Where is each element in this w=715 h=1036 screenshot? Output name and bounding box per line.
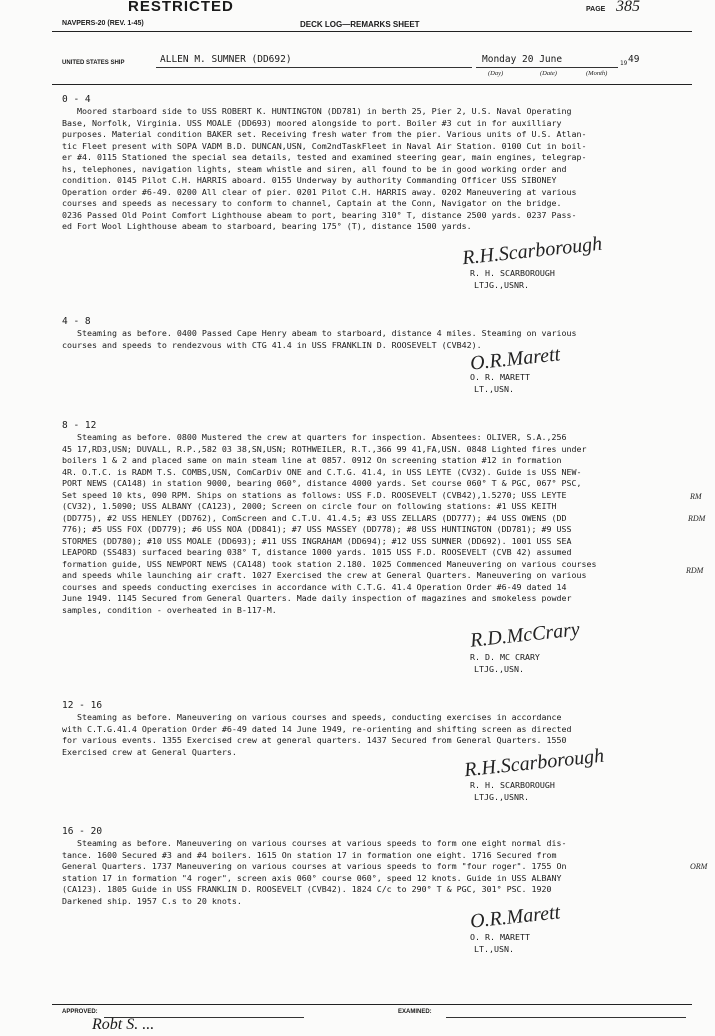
date-underline	[476, 67, 618, 68]
sub-date: (Date)	[540, 70, 557, 77]
signature-scrawl: O.R.Marett	[469, 343, 562, 375]
watch-period: 16 - 20	[62, 826, 103, 837]
watch-entry: Steaming as before. 0800 Mustered the crew at quarters for inspection. Absentees: OLIVER, S.A.,256 45 17,RD3,USN; DUVALL, R.P.,582 03 38,SN,USN; ROTHWEILER, R.T.,366 99 41,FA,USN. 0848 Lighted fires under boilers 1 & 2 and placed same on main steam line at 0857. 0912 On screening station #12 in formation 4R. O.T.C. is RADM T.S. COMBS,USN, ComCarDiv ONE and C.T.G. 41.4, in USS LEYTE (CV32). Guide is USS NEW- PORT NEWS (CA148) in station 9000, bearing 060°, distance 4000 yards. Set course 060° T & PGC, 067° PSC, Set speed 10 kts, 090 RPM. Ships on stations as follows: USS F.D. ROOSEVELT (CVB42),1.5270; USS LEYTE (CV32), 1.5090; USS ALBANY (CA123), 2000; Screen on circle four on following stations: #1 USS KEITH (DD775), #2 USS HENLEY (DD762), ComScreen and C.T.U. 41.4.5; #3 USS ZELLARS (DD777); #4 USS OWENS (DD 776); #5 USS FOX (DD779); #6 USS NOA (DD841); #7 USS MASSEY (DD778); #8 USS HUNTINGTON (DD781); #9 USS STORMES (DD780); #10 USS MOALE (DD693); #11 USS INGRAHAM (DD694); #12 USS SUMNER (DD692). 1001 USS SEA LEAPORD (SS483) surfaced bearing 038° T, distance 1000 yards. 1015 USS F.D. ROOSEVELT (CVB 42) assumed formation guide, USS NEWPORT NEWS (CA148) took station 2.180. 1025 Commenced Maneuvering on various courses and speeds while launching air craft. 1027 Exercised the crew at General Quarters. Maneuvering on various courses and speeds conducting exercises in accordance with C.T.G. 41.4 Operation Order #6-49 dated 14 June 1949. 1145 Secured from General Quarters. Made daily inspection of magazines and smokeless powder samples, condition - overheated in B-117-M.	[62, 432, 597, 615]
margin-initials: RM	[690, 492, 702, 501]
signature-scrawl: O.R.Marett	[469, 901, 562, 933]
watch-entry: Steaming as before. Maneuvering on various courses at various speeds to form one eight normal dis- tance. 1600 Secured #3 and #4 boilers. 1615 On station 17 in formation one eight. 1716 Secured from General Quarters. 1737 Maneuvering on various courses at various speeds to form "four roger". 1755 On station 17 in formation "4 roger", screen axis 060° course 060°, speed 12 knots. Guide in USS ALBANY (CA123). 1805 Guide in USS FRANKLIN D. ROOSEVELT (CVB42). 1824 C/c to 290° T & PGC, 301° PSC. 1920 Darkened ship. 1957 C.s to 20 knots.	[62, 838, 567, 906]
sheet-title: DECK LOG—REMARKS SHEET	[300, 20, 420, 29]
signature-scrawl: R.H.Scarborough	[461, 232, 604, 270]
sub-day: (Day)	[488, 70, 504, 77]
signature-name: R. H. SCARBOROUGH	[470, 268, 555, 278]
margin-initials: RDM	[686, 566, 704, 575]
examined-line	[446, 1017, 686, 1018]
watch-period: 12 - 16	[62, 700, 103, 711]
examined-label: EXAMINED:	[398, 1009, 432, 1015]
ship-name: ALLEN M. SUMNER (DD692)	[160, 54, 292, 65]
signature-name: O. R. MARETT	[470, 372, 530, 382]
margin-initials: RDM	[688, 514, 706, 523]
sub-month: (Month)	[586, 70, 608, 77]
approved-signature: Robt S. ...	[92, 1016, 155, 1033]
watch-period: 4 - 8	[62, 316, 91, 327]
signature-scrawl: R.H.Scarborough	[463, 744, 606, 782]
year-prefix: 19	[620, 60, 628, 67]
signature-rank: LTJG.,USNR.	[474, 792, 529, 802]
footer-rule	[52, 1004, 692, 1005]
page-label: PAGE	[586, 6, 606, 13]
log-year: 49	[628, 54, 640, 65]
margin-initials: ORM	[690, 862, 708, 871]
watch-period: 0 - 4	[62, 94, 91, 105]
signature-rank: LT.,USN.	[474, 384, 514, 394]
form-number: NAVPERS-20 (REV. 1-45)	[62, 20, 144, 27]
classification-stamp: RESTRICTED	[128, 0, 234, 15]
signature-scrawl: R.D.McCrary	[469, 618, 581, 652]
signature-rank: LT.,USN.	[474, 944, 514, 954]
signature-rank: LTJG.,USN.	[474, 664, 524, 674]
signature-name: O. R. MARETT	[470, 932, 530, 942]
ship-label: UNITED STATES SHIP	[62, 60, 125, 66]
ship-rule	[52, 84, 692, 85]
watch-entry: Steaming as before. 0400 Passed Cape Henry abeam to starboard, distance 4 miles. Steaming on various courses and speeds to rendezvous with CTG 41.4 in USS FRANKLIN D. ROOSEVELT (CVB42).	[62, 328, 577, 350]
watch-entry: Steaming as before. Maneuvering on various courses and speeds, conducting exercises in accordance with C.T.G.41.4 Operation Order #6-49 dated 14 June 1949, re-orienting and shifting screen as directed for various events. 1355 Exercised crew at general quarters. 1437 Secured from General Quarters. 1550 Exercised crew at General Quarters.	[62, 712, 572, 757]
signature-name: R. D. MC CRARY	[470, 652, 540, 662]
signature-rank: LTJG.,USNR.	[474, 280, 529, 290]
header-rule	[52, 31, 692, 32]
watch-period: 8 - 12	[62, 420, 97, 431]
signature-name: R. H. SCARBOROUGH	[470, 780, 555, 790]
watch-entry: Moored starboard side to USS ROBERT K. HUNTINGTON (DD781) in berth 25, Pier 2, U.S. Naval Operating Base, Norfolk, Virginia. USS MOALE (DD693) moored alongside to port. Boiler #3 cut in for auxilliary purposes. Material condition BAKER set. Receiving fresh water from the pier. Various units of U.S. Atlan- tic Fleet present with SOPA VADM B.D. DUNCAN,USN, Com2ndTaskFleet in Naval Air Station. 0100 Cut in boil- er #4. 0115 Stationed the special sea details, tested and examined steering gear, main engines, telegrap- hs, telephones, navigation lights, steam whistle and siren, all found to be in good working order and condition. 0145 Pilot C.H. HARRIS aboard. 0155 Underway by authority Commanding Officer USS SIBONEY Operation order #6-49. 0200 All clear of pier. 0201 Pilot C.H. HARRIS away. 0202 Maneuvering at various courses and speeds as necessary to conform to channel, Captain at the Conn, Navigator on the bridge. 0236 Passed Old Point Comfort Lighthouse abeam to port, bearing 310° T, distance 2500 yards. 0237 Pass- ed Fort Wool Lighthouse abeam to starboard, bearing 175° (T), distance 1500 yards.	[62, 106, 587, 231]
page-number: 385	[616, 0, 640, 15]
ship-underline	[156, 67, 472, 68]
approved-label: APPROVED:	[62, 1009, 98, 1015]
log-date: Monday 20 June	[482, 54, 563, 65]
